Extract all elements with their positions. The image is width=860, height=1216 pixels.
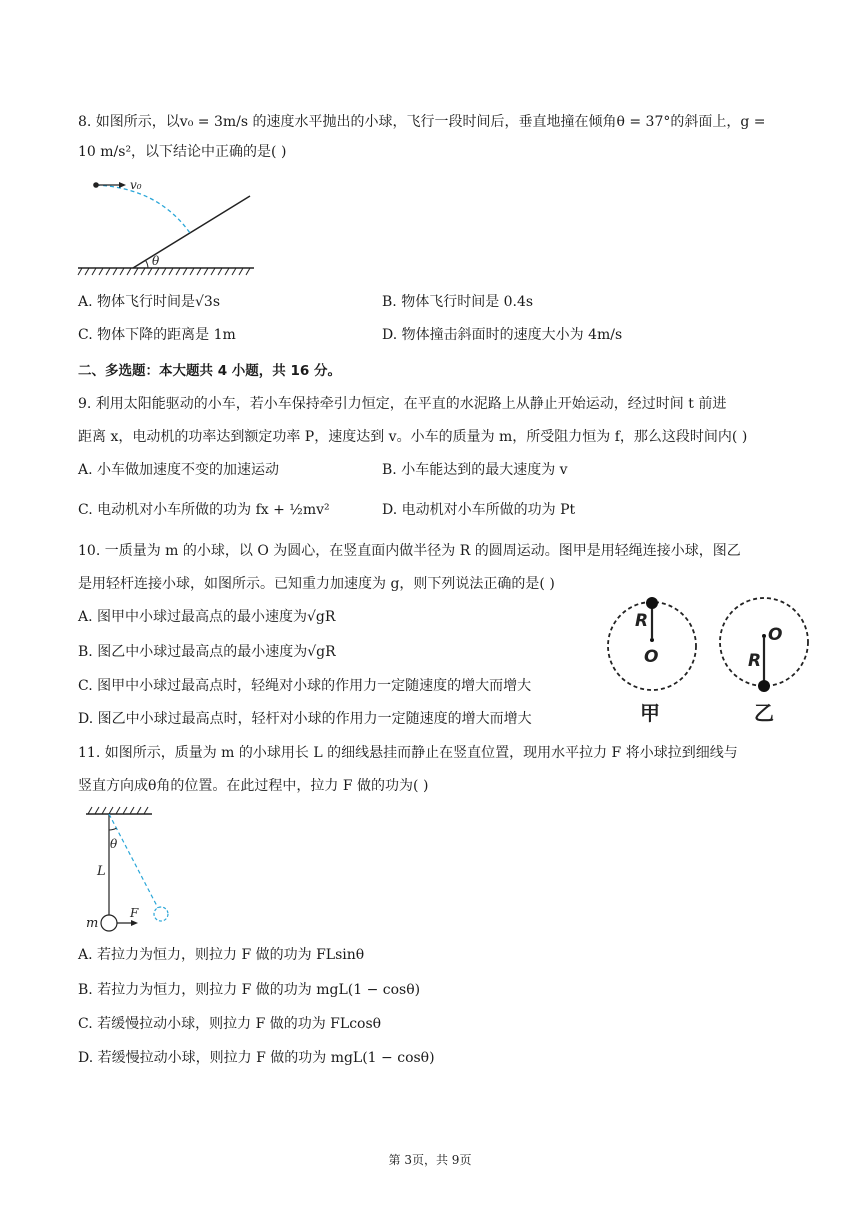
- q11-line1: 11. 如图所示，质量为 m 的小球用长 L 的细线悬挂而静止在竖直位置，现用水平拉力 F 将小球拉到细线与: [78, 745, 738, 761]
- pendulum-f-label: F: [130, 906, 139, 920]
- pendulum-l-label: L: [97, 864, 106, 879]
- section-heading: 二、多选题：本大题共 4 小题，共 16 分。: [78, 363, 341, 379]
- q10-option-c: C. 图甲中小球过最高点时，轻绳对小球的作用力一定随速度的增大而增大: [78, 678, 532, 694]
- q8-option-a: A. 物体飞行时间是√3s: [78, 294, 221, 310]
- pendulum-theta-label: θ: [110, 837, 118, 851]
- q8-line1: 8. 如图所示，以v₀ = 3m/s 的速度水平抛出的小球，飞行一段时间后，垂直地撞在倾角θ = 37°的斜面上，g =: [78, 114, 766, 130]
- q11-line2: 竖直方向成θ角的位置。在此过程中，拉力 F 做的功为( ): [78, 778, 429, 794]
- yi-r-label: R: [748, 651, 762, 671]
- yi-label: 乙: [754, 701, 774, 725]
- q8-option-c: C. 物体下降的距离是 1m: [78, 327, 236, 343]
- q10-option-a: A. 图甲中小球过最高点的最小速度为√gR: [78, 609, 336, 625]
- q9-line1: 9. 利用太阳能驱动的小车，若小车保持牵引力恒定，在平直的水泥路上从静止开始运动，经过时间 t 前进: [78, 396, 727, 412]
- q11-option-c: C. 若缓慢拉动小球，则拉力 F 做的功为 FLcosθ: [78, 1016, 382, 1032]
- q10-option-b: B. 图乙中小球过最高点的最小速度为√gR: [78, 644, 336, 660]
- q11-option-d: D. 若缓慢拉动小球，则拉力 F 做的功为 mgL(1 − cosθ): [78, 1050, 435, 1066]
- q8-line2: 10 m/s²，以下结论中正确的是( ): [78, 144, 287, 160]
- q8-option-b: B. 物体飞行时间是 0.4s: [382, 294, 534, 310]
- q11-option-b: B. 若拉力为恒力，则拉力 F 做的功为 mgL(1 − cosθ): [78, 982, 421, 998]
- pendulum-m-label: m: [86, 916, 99, 931]
- q9-option-a: A. 小车做加速度不变的加速运动: [78, 462, 280, 478]
- q9-line2: 距离 x，电动机的功率达到额定功率 P，速度达到 v。小车的质量为 m，所受阻力恒为 f，那么这段时间内( ): [78, 429, 748, 445]
- q9-option-b: B. 小车能达到的最大速度为 v: [382, 462, 568, 478]
- jia-o-label: O: [644, 647, 659, 667]
- page-footer: 第 3页，共 9页: [388, 1153, 472, 1167]
- q9-option-d: D. 电动机对小车所做的功为 Pt: [382, 502, 576, 518]
- v0-label: v₀: [130, 178, 142, 192]
- q10-line1: 10. 一质量为 m 的小球，以 O 为圆心，在竖直面内做半径为 R 的圆周运动。图甲是用轻绳连接小球，图乙: [78, 543, 741, 559]
- jia-label: 甲: [640, 701, 660, 725]
- q11-option-a: A. 若拉力为恒力，则拉力 F 做的功为 FLsinθ: [78, 947, 365, 963]
- theta-label: θ: [152, 254, 160, 268]
- q8-option-d: D. 物体撞击斜面时的速度大小为 4m/s: [382, 327, 623, 343]
- jia-r-label: R: [635, 611, 649, 631]
- q9-option-c: C. 电动机对小车所做的功为 fx + ½mv²: [78, 502, 330, 518]
- pendulum-figure: [82, 804, 192, 932]
- projectile-incline-figure: [78, 170, 258, 280]
- circular-motion-figure: [598, 582, 808, 730]
- q10-line2: 是用轻杆连接小球，如图所示。已知重力加速度为 g，则下列说法正确的是( ): [78, 576, 555, 592]
- q10-option-d: D. 图乙中小球过最高点时，轻杆对小球的作用力一定随速度的增大而增大: [78, 711, 532, 727]
- yi-o-label: O: [768, 625, 783, 645]
